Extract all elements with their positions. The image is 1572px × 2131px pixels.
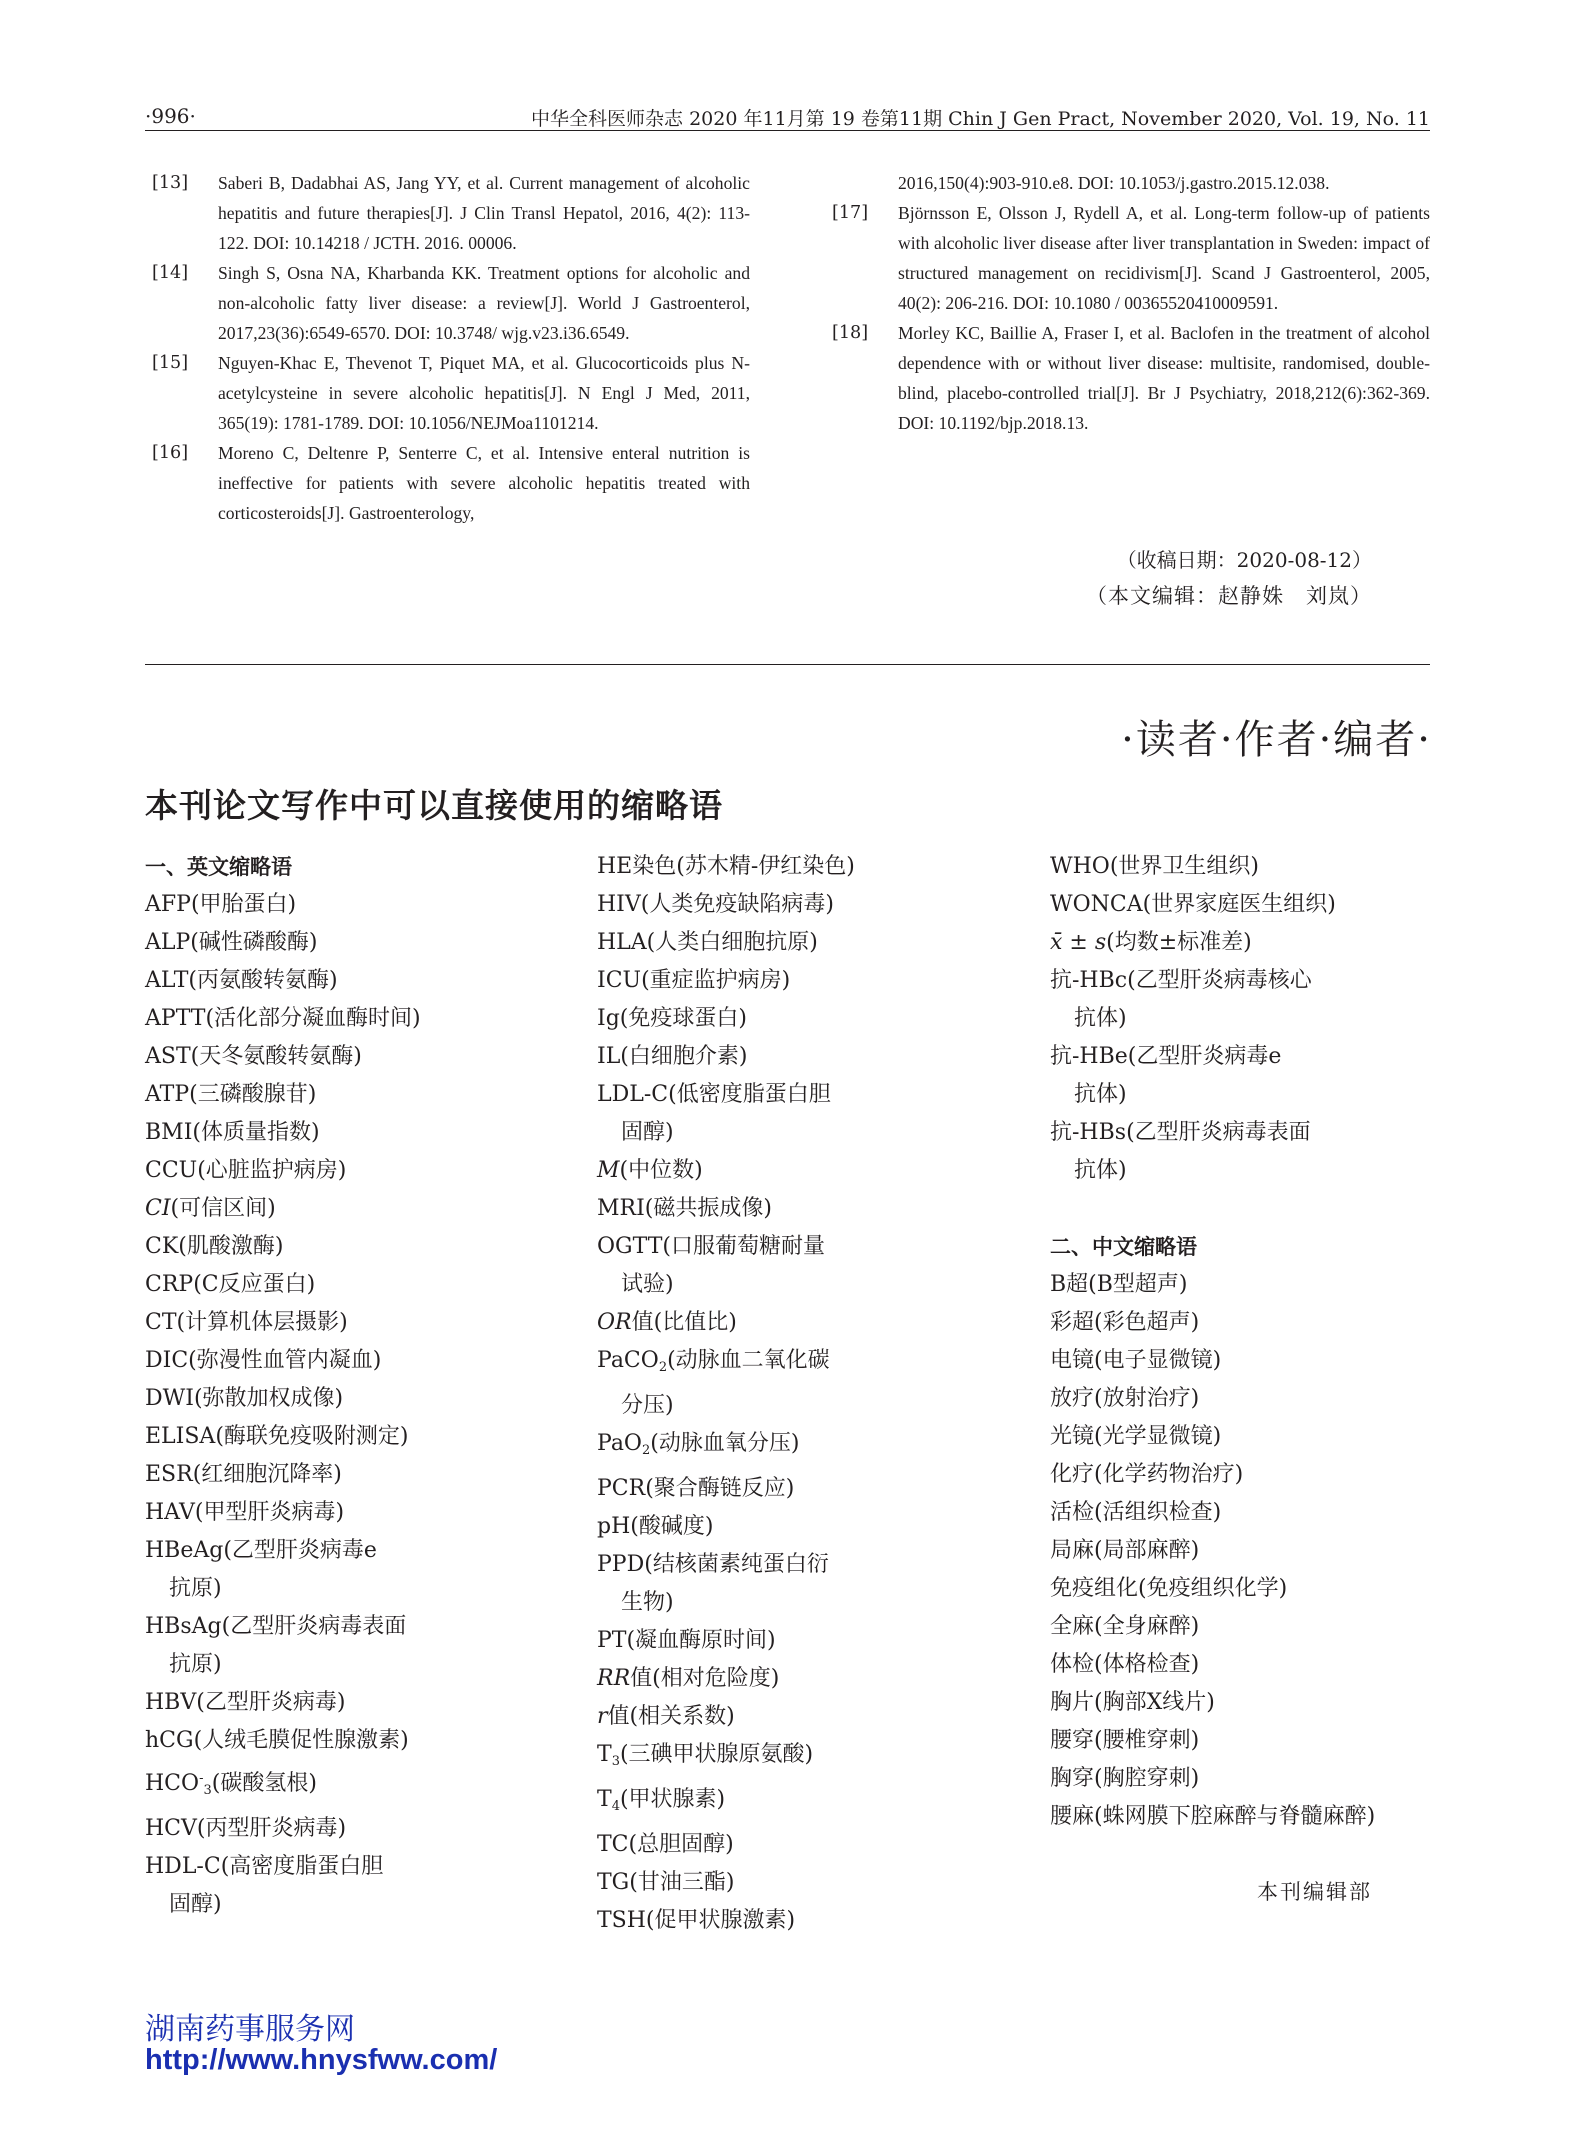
list-item-text: 值(相关系数) <box>607 1704 735 1729</box>
watermark-site-name: 湖南药事服务网 <box>145 2012 355 2047</box>
list-item: ICU(重症监护病房) <box>597 968 791 993</box>
reference-text: Saberi B, Dadabhai AS, Jang YY, et al. Current management of alcoholic hepatitis and future therapies[J]. J Clin Transl Hepatol, 2016, 4(2): 113-122. DOI: 10.14218 / JCTH. 2016. 00006. <box>218 173 750 253</box>
section-divider <box>145 664 1430 665</box>
reference-number: [13] <box>152 173 189 193</box>
reference-item <box>152 348 750 438</box>
list-item-text: (甲状腺素) <box>619 1787 726 1812</box>
reference-text: 2016,150(4):903-910.e8. DOI: 10.1053/j.gastro.2015.12.038. <box>898 173 1330 193</box>
list-item: ALP(碱性磷酸酶) <box>145 930 318 955</box>
header-rule <box>145 130 1430 131</box>
received-date: （收稿日期：2020-08-12） <box>1116 548 1372 572</box>
symbol: x̄ ± s <box>1050 930 1107 955</box>
subscript: 2 <box>641 1443 651 1458</box>
list-item: HCV(丙型肝炎病毒) <box>145 1816 347 1841</box>
reference-item <box>832 318 1430 438</box>
list-item <box>597 1736 1017 1781</box>
reference-text: Morley KC, Baillie A, Fraser I, et al. Baclofen in the treatment of alcohol dependence with or without liver disease: multisite, randomised, double-blind, placebo-controlled trial[J]. Br J Psychiatry, 2018,212(6):362-369. DOI: 10.1192/bjp.2018.13. <box>898 323 1430 433</box>
list-item <box>597 1698 1017 1736</box>
reference-text: Singh S, Osna NA, Kharbanda KK. Treatment options for alcoholic and non-alcoholic fatty liver disease: a review[J]. World J Gastroenterol, 2017,23(36):6549-6570. DOI: 10.3748/ wjg.v23.i36.6549. <box>218 263 750 343</box>
reference-number: [17] <box>832 203 869 223</box>
list-item: TC(总胆固醇) <box>597 1832 734 1857</box>
reference-continuation <box>832 168 1430 198</box>
list-item-text: (动脉血氧分压) <box>650 1431 800 1456</box>
list-item <box>597 1660 1017 1698</box>
list-item: TG(甘油三酯) <box>597 1870 735 1895</box>
list-item: WONCA(世界家庭医生组织) <box>1050 892 1336 917</box>
list-item: pH(酸碱度) <box>597 1514 714 1539</box>
abbreviation-column-1 <box>145 848 565 1924</box>
list-item-continuation: 固醇) <box>169 1892 222 1917</box>
list-item: CK(肌酸激酶) <box>145 1234 284 1259</box>
list-item: 抗-HBe(乙型肝炎病毒e <box>1050 1044 1282 1069</box>
list-item: PT(凝血酶原时间) <box>597 1628 776 1653</box>
list-item: 腰穿(腰椎穿刺) <box>1050 1728 1200 1753</box>
list-item: 电镜(电子显微镜) <box>1050 1348 1222 1373</box>
list-item: 全麻(全身麻醉) <box>1050 1614 1200 1639</box>
list-item: LDL-C(低密度脂蛋白胆 <box>597 1082 831 1107</box>
list-item: CT(计算机体层摄影) <box>145 1310 348 1335</box>
list-item: 化疗(化学药物治疗) <box>1050 1462 1244 1487</box>
list-item: HBV(乙型肝炎病毒) <box>145 1690 346 1715</box>
list-item-continuation: 抗体) <box>1074 1158 1127 1183</box>
list-item: 腰麻(蛛网膜下腔麻醉与脊髓麻醉) <box>1050 1804 1376 1829</box>
list-item-continuation: 抗原) <box>169 1576 222 1601</box>
list-item-continuation: 生物) <box>621 1590 674 1615</box>
list-item-continuation: 抗原) <box>169 1652 222 1677</box>
symbol: OR <box>597 1310 632 1335</box>
list-item-text: (中位数) <box>619 1158 703 1183</box>
list-item-continuation: 分压) <box>621 1393 674 1418</box>
list-item <box>597 1781 1017 1826</box>
reference-number: [16] <box>152 443 189 463</box>
editor-credit: （本文编辑：赵静姝 刘岚） <box>1086 584 1372 608</box>
list-item <box>597 1304 1017 1342</box>
list-item: HBeAg(乙型肝炎病毒e <box>145 1538 377 1563</box>
references-right-column <box>832 168 1430 438</box>
list-item: 胸片(胸部X线片) <box>1050 1690 1215 1715</box>
list-item: PCR(聚合酶链反应) <box>597 1476 795 1501</box>
symbol: PaO <box>597 1431 642 1456</box>
reference-item <box>152 258 750 348</box>
list-item: 彩超(彩色超声) <box>1050 1310 1200 1335</box>
reference-number: [15] <box>152 353 189 373</box>
list-item: Ig(免疫球蛋白) <box>597 1006 747 1031</box>
symbol: RR <box>597 1666 631 1691</box>
list-item: HAV(甲型肝炎病毒) <box>145 1500 345 1525</box>
list-item: BMI(体质量指数) <box>145 1120 320 1145</box>
list-item-continuation: 试验) <box>621 1272 674 1297</box>
list-item: 抗-HBs(乙型肝炎病毒表面 <box>1050 1120 1311 1145</box>
list-item: HDL-C(高密度脂蛋白胆 <box>145 1854 384 1879</box>
list-item: ATP(三磷酸腺苷) <box>145 1082 317 1107</box>
symbol: M <box>597 1158 620 1183</box>
list-item-text: 值(比值比) <box>631 1310 737 1335</box>
journal-header: 中华全科医师杂志 2020 年11月第 19 卷第11期 Chin J Gen Pract, November 2020, Vol. 19, No. 11 <box>531 108 1430 130</box>
list-item: HIV(人类免疫缺陷病毒) <box>597 892 834 917</box>
reference-item <box>152 168 750 258</box>
reference-item <box>152 438 750 528</box>
reference-number: [14] <box>152 263 189 283</box>
list-item-text: (可信区间) <box>170 1196 276 1221</box>
list-item: HE染色(苏木精-伊红染色) <box>597 854 855 879</box>
list-item-text: (动脉血二氧化碳 <box>667 1348 830 1373</box>
list-item: WHO(世界卫生组织) <box>1050 854 1260 879</box>
reference-text: Nguyen-Khac E, Thevenot T, Piquet MA, et al. Glucocorticoids plus N-acetylcysteine in severe alcoholic hepatitis[J]. N Engl J Med, 2011, 365(19): 1781-1789. DOI: 10.1056/NEJMoa1101214. <box>218 353 750 433</box>
symbol: CI <box>145 1196 171 1221</box>
reference-text: Björnsson E, Olsson J, Rydell A, et al. Long-term follow-up of patients with alcoholic liver disease after liver transplantation in Sweden: impact of structured management on recidivism[J]. Scand J Gastroenterol, 2005, 40(2): 206-216. DOI: 10.1080 / 00365520410009591. <box>898 203 1430 313</box>
list-item-text: 值(相对危险度) <box>630 1666 780 1691</box>
list-item: AST(天冬氨酸转氨酶) <box>145 1044 362 1069</box>
reference-text: Moreno C, Deltenre P, Senterre C, et al. Intensive enteral nutrition is ineffective for patients with severe alcoholic hepatitis treated with corticosteroids[J]. Gastroenterology, <box>218 443 750 523</box>
article-title: 本刊论文写作中可以直接使用的缩略语 <box>145 786 723 825</box>
editorial-office-signature: 本刊编辑部 <box>1257 1880 1372 1904</box>
list-item: AFP(甲胎蛋白) <box>145 892 297 917</box>
list-item <box>597 1152 1017 1190</box>
list-item-text: (均数±标准差) <box>1106 930 1252 955</box>
list-item-text: (三碘甲状腺原氨酸) <box>619 1742 814 1767</box>
reference-item <box>832 198 1430 318</box>
list-item: IL(白细胞介素) <box>597 1044 748 1069</box>
list-item: TSH(促甲状腺激素) <box>597 1908 796 1933</box>
superscript: - <box>199 1771 204 1786</box>
list-item: ELISA(酶联免疫吸附测定) <box>145 1424 409 1449</box>
list-item: DWI(弥散加权成像) <box>145 1386 344 1411</box>
symbol: r <box>597 1704 608 1729</box>
reference-number: [18] <box>832 323 869 343</box>
list-item: 局麻(局部麻醉) <box>1050 1538 1200 1563</box>
list-item: ESR(红细胞沉降率) <box>145 1462 342 1487</box>
list-item <box>597 1425 1017 1470</box>
subscript: 3 <box>203 1783 212 1798</box>
list-item: 胸穿(胸腔穿刺) <box>1050 1766 1200 1791</box>
list-item: 光镜(光学显微镜) <box>1050 1424 1222 1449</box>
section-heading-english: 一、英文缩略语 <box>145 855 292 879</box>
symbol: T <box>597 1742 612 1767</box>
list-item-continuation: 抗体) <box>1074 1082 1127 1107</box>
abbreviation-column-3 <box>1050 848 1470 1836</box>
list-item: MRI(磁共振成像) <box>597 1196 772 1221</box>
list-item <box>597 1342 1017 1387</box>
list-item: APTT(活化部分凝血酶时间) <box>145 1006 421 1031</box>
subscript: 4 <box>611 1799 620 1814</box>
list-item: 免疫组化(免疫组织化学) <box>1050 1576 1288 1601</box>
abbreviation-column-2 <box>597 848 1017 1940</box>
list-item-text: (碳酸氢根) <box>211 1771 317 1796</box>
list-item: HBsAg(乙型肝炎病毒表面 <box>145 1614 407 1639</box>
list-item: 活检(活组织检查) <box>1050 1500 1222 1525</box>
symbol: HCO <box>145 1771 200 1796</box>
references-left-column <box>152 168 750 528</box>
spacer <box>1050 1190 1470 1228</box>
section-heading-chinese: 二、中文缩略语 <box>1050 1235 1197 1259</box>
list-item-continuation: 固醇) <box>621 1120 674 1145</box>
page-number: ·996· <box>145 104 196 128</box>
list-item: ALT(丙氨酸转氨酶) <box>145 968 338 993</box>
list-item: CRP(C反应蛋白) <box>145 1272 316 1297</box>
list-item <box>145 1760 565 1810</box>
subscript: 2 <box>658 1360 668 1375</box>
list-item-continuation: 抗体) <box>1074 1006 1127 1031</box>
list-item: 体检(体格检查) <box>1050 1652 1200 1677</box>
symbol: T <box>597 1787 612 1812</box>
list-item: HLA(人类白细胞抗原) <box>597 930 818 955</box>
list-item: 放疗(放射治疗) <box>1050 1386 1200 1411</box>
list-item: PPD(结核菌素纯蛋白衍 <box>597 1552 829 1577</box>
list-item: DIC(弥漫性血管内凝血) <box>145 1348 382 1373</box>
list-item: B超(B型超声) <box>1050 1272 1188 1297</box>
column-tag: ·读者·作者·编者· <box>1121 717 1432 763</box>
list-item <box>145 1190 565 1228</box>
watermark-url-link[interactable]: http://www.hnysfww.com/ <box>145 2044 498 2076</box>
list-item: 抗-HBc(乙型肝炎病毒核心 <box>1050 968 1312 993</box>
list-item <box>1050 924 1470 962</box>
symbol: PaCO <box>597 1348 659 1373</box>
subscript: 3 <box>611 1754 620 1769</box>
list-item: CCU(心脏监护病房) <box>145 1158 347 1183</box>
list-item: OGTT(口服葡萄糖耐量 <box>597 1234 825 1259</box>
list-item: hCG(人绒毛膜促性腺激素) <box>145 1728 409 1753</box>
